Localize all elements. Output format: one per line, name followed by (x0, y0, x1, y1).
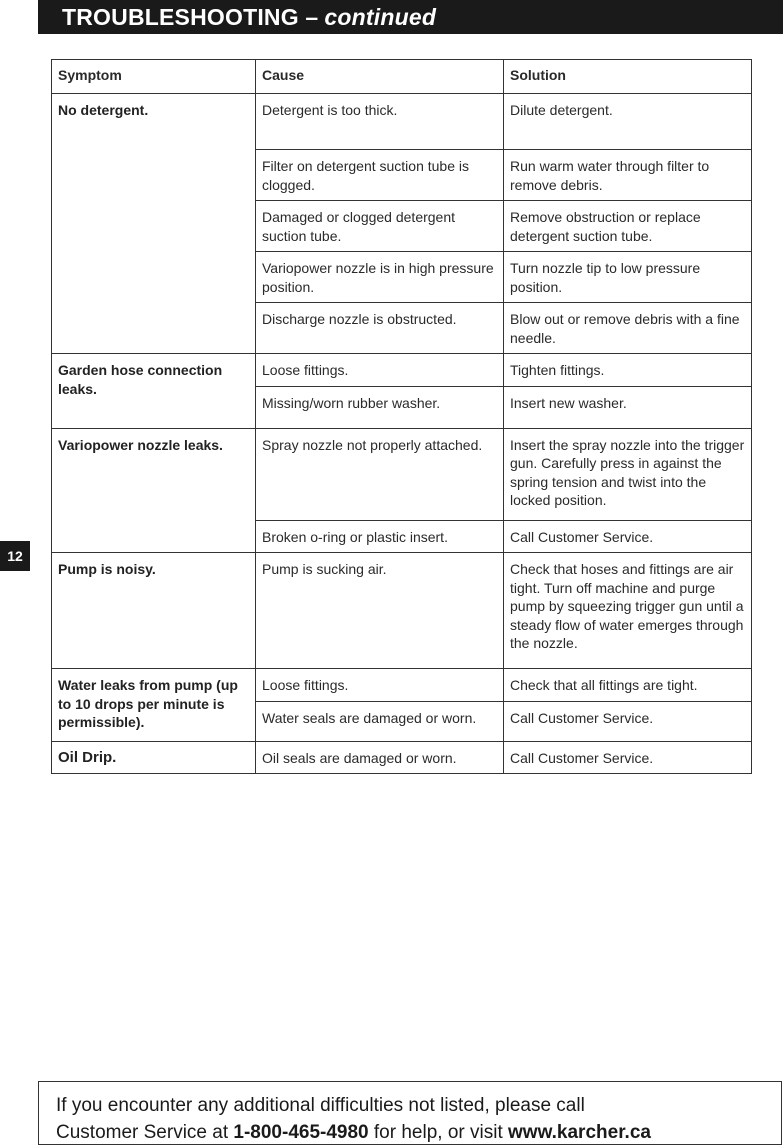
symptom-cell: Variopower nozzle leaks. (52, 428, 256, 553)
footer-line-2-prefix: Customer Service at (56, 1122, 234, 1143)
solution-cell: Tighten fittings. (504, 354, 752, 387)
troubleshooting-table (51, 59, 752, 774)
cause-cell: Broken o-ring or plastic insert. (256, 520, 504, 553)
table-row (52, 428, 752, 520)
table-row (52, 354, 752, 387)
table-row (52, 741, 752, 774)
footer-line-2 (56, 1119, 781, 1146)
footer-line-1: If you encounter any additional difficulties not listed, please call (56, 1095, 585, 1116)
cause-cell: Pump is sucking air. (256, 553, 504, 669)
column-header-solution: Solution (504, 60, 752, 94)
column-header-symptom: Symptom (52, 60, 256, 94)
cause-cell: Spray nozzle not properly attached. (256, 428, 504, 520)
title-main: TROUBLESHOOTING – (62, 4, 319, 30)
solution-cell: Turn nozzle tip to low pressure position. (504, 252, 752, 303)
symptom-cell: Water leaks from pump (up to 10 drops per minute is permissible). (52, 669, 256, 742)
symptom-cell: Pump is noisy. (52, 553, 256, 669)
cause-cell: Oil seals are damaged or worn. (256, 741, 504, 774)
solution-cell: Dilute detergent. (504, 94, 752, 150)
solution-cell: Insert the spray nozzle into the trigger gun. Carefully press in against the spring tension and twist into the locked position. (504, 428, 752, 520)
page-number-tab: 12 (0, 541, 30, 571)
footer-line-2-middle: for help, or visit (368, 1122, 509, 1143)
column-header-cause: Cause (256, 60, 504, 94)
cause-cell: Discharge nozzle is obstructed. (256, 303, 504, 354)
table-row (52, 94, 752, 150)
table-row (52, 553, 752, 669)
cause-cell: Loose fittings. (256, 669, 504, 702)
table-row (52, 669, 752, 702)
solution-cell: Remove obstruction or replace detergent suction tube. (504, 201, 752, 252)
symptom-cell: Garden hose connection leaks. (52, 354, 256, 429)
cause-cell: Variopower nozzle is in high pressure position. (256, 252, 504, 303)
cause-cell: Water seals are damaged or worn. (256, 701, 504, 741)
solution-cell: Check that hoses and fittings are air tight. Turn off machine and purge pump by squeezing trigger gun until a steady flow of water emerges through the nozzle. (504, 553, 752, 669)
solution-cell: Blow out or remove debris with a fine needle. (504, 303, 752, 354)
header-bar (38, 0, 783, 34)
phone-number: 1-800-465-4980 (233, 1122, 369, 1143)
solution-cell: Run warm water through filter to remove debris. (504, 150, 752, 201)
solution-cell: Call Customer Service. (504, 741, 752, 774)
symptom-cell: Oil Drip. (52, 741, 256, 774)
table-header-row (52, 60, 752, 94)
cause-cell: Damaged or clogged detergent suction tube. (256, 201, 504, 252)
solution-cell: Call Customer Service. (504, 701, 752, 741)
symptom-cell: No detergent. (52, 94, 256, 354)
cause-cell: Loose fittings. (256, 354, 504, 387)
solution-cell: Insert new washer. (504, 386, 752, 428)
solution-cell: Check that all fittings are tight. (504, 669, 752, 702)
title-subtitle: continued (324, 4, 437, 30)
cause-cell: Filter on detergent suction tube is clogged. (256, 150, 504, 201)
page-title (62, 4, 436, 31)
website-link[interactable]: www.karcher.ca (508, 1122, 651, 1143)
cause-cell: Missing/worn rubber washer. (256, 386, 504, 428)
footer-contact-box (38, 1081, 782, 1145)
solution-cell: Call Customer Service. (504, 520, 752, 553)
cause-cell: Detergent is too thick. (256, 94, 504, 150)
